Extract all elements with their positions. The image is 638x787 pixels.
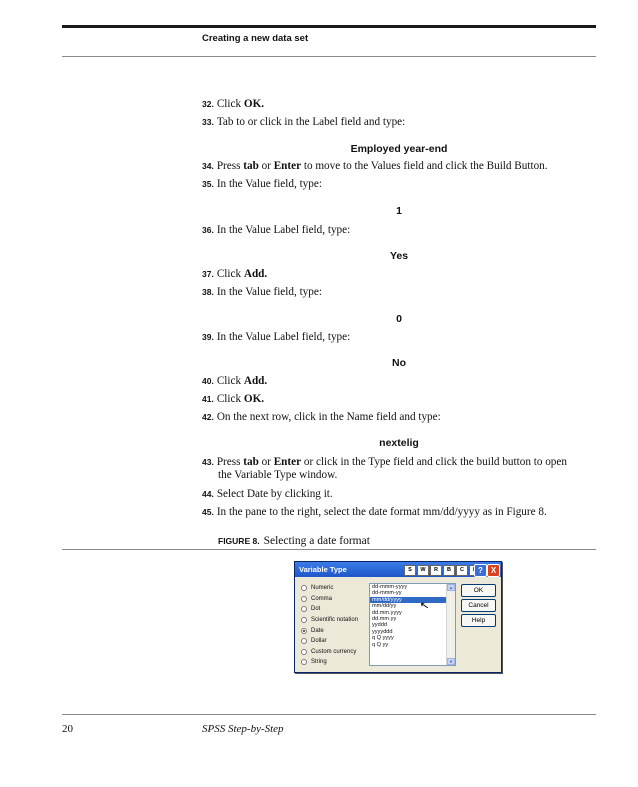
scroll-down-icon[interactable]: ▼: [447, 658, 455, 665]
scroll-up-icon[interactable]: ▲: [447, 584, 455, 591]
step-item: [202, 456, 602, 482]
symbol-button[interactable]: S: [404, 565, 416, 576]
step-text: or: [258, 160, 274, 172]
format-list-item[interactable]: q Q yyyy: [372, 635, 394, 642]
figure-caption: [218, 535, 370, 547]
step-number: 37.: [202, 269, 214, 279]
symbol-button[interactable]: W: [417, 565, 429, 576]
typed-entry: nextelig: [379, 437, 419, 449]
radio-button-icon[interactable]: [301, 585, 307, 591]
help-button[interactable]: Help: [461, 614, 496, 627]
step-bold: Add.: [243, 375, 268, 387]
step-number: 35.: [202, 179, 214, 189]
step-item: [202, 268, 602, 281]
radio-label: Comma: [311, 595, 333, 602]
step-text: On the next row, click in the Name field and type:: [216, 411, 441, 423]
step-text: Press: [216, 160, 244, 172]
step-text: Press: [216, 456, 244, 468]
radio-button-icon[interactable]: [301, 628, 307, 634]
radio-option[interactable]: [301, 604, 358, 615]
format-list-item[interactable]: dd-mmm-yy: [372, 590, 402, 597]
cancel-button[interactable]: Cancel: [461, 599, 496, 612]
step-number: 34.: [202, 161, 214, 171]
radio-button-icon[interactable]: [301, 617, 307, 623]
radio-label: String: [311, 659, 327, 666]
format-list-item[interactable]: mm/dd/yyyy: [370, 597, 446, 603]
step-text: In the Value field, type:: [216, 286, 322, 298]
radio-option[interactable]: [301, 583, 358, 594]
ok-button[interactable]: OK: [461, 584, 496, 597]
step-number: 43.: [202, 457, 214, 467]
footer-divider: [62, 714, 596, 715]
step-bold: Enter: [273, 160, 302, 172]
radio-label: Scientific notation: [311, 617, 359, 624]
dialog-title: Variable Type: [299, 565, 347, 574]
step-text: or: [258, 456, 274, 468]
figure-caption-text: Selecting a date format: [263, 535, 370, 547]
format-list-item[interactable]: dd.mm.yyyy: [372, 609, 402, 616]
step-number: 45.: [202, 507, 214, 517]
step-item: [202, 375, 602, 388]
step-number: 36.: [202, 225, 214, 235]
step-number: 32.: [202, 99, 214, 109]
step-text: Tab to or click in the Label field and type:: [216, 116, 406, 128]
header-divider: [62, 56, 596, 57]
format-list-item[interactable]: q Q yy: [372, 641, 389, 648]
typed-entry: Employed year-end: [350, 143, 448, 155]
step-bold: Enter: [273, 456, 302, 468]
step-text: Click: [216, 98, 244, 110]
format-list-item[interactable]: dd.mm.yy: [372, 616, 397, 623]
close-icon[interactable]: X: [487, 564, 500, 577]
type-radio-group: [301, 583, 358, 668]
format-list-item[interactable]: yyddd: [372, 622, 387, 629]
radio-label: Custom currency: [311, 648, 357, 655]
format-list-item[interactable]: yyyyddd: [372, 628, 393, 635]
header-rule: [62, 25, 596, 28]
format-list-item[interactable]: mm/dd/yy: [372, 603, 397, 610]
date-format-list[interactable]: [369, 583, 456, 666]
figure-divider: [62, 549, 596, 550]
step-text: to move to the Values field and click the Build Button.: [301, 160, 548, 172]
radio-option[interactable]: [301, 636, 358, 647]
radio-option[interactable]: [301, 625, 358, 636]
step-bold: tab: [243, 160, 259, 172]
typed-entry: 1: [396, 205, 402, 217]
format-list-item[interactable]: dd-mmm-yyyy: [372, 584, 408, 590]
step-text: In the Value Label field, type:: [216, 224, 351, 236]
radio-label: Dollar: [311, 638, 327, 645]
typed-entry: 0: [396, 313, 402, 325]
step-text: Click: [216, 393, 244, 405]
symbol-button[interactable]: B: [443, 565, 455, 576]
step-item: [202, 224, 602, 237]
typed-entry: No: [392, 357, 406, 369]
radio-button-icon[interactable]: [301, 638, 307, 644]
step-text: Click: [216, 268, 244, 280]
step-text: In the pane to the right, select the date format mm/dd/yyyy as in Figure 8.: [216, 506, 547, 518]
format-list-scrollbar[interactable]: [446, 584, 455, 665]
step-text-continued: the Variable Type window.: [218, 469, 338, 481]
step-text: or click in the Type field and click the build button to open: [301, 456, 567, 468]
step-text: Select Date by clicking it.: [216, 488, 333, 500]
radio-label: Dot: [311, 606, 321, 613]
figure-label: FIGURE 8.: [218, 536, 260, 546]
step-number: 42.: [202, 412, 214, 422]
section-title: Creating a new data set: [202, 33, 309, 44]
symbol-button[interactable]: R: [430, 565, 442, 576]
symbol-button[interactable]: C: [456, 565, 468, 576]
step-item: [202, 160, 602, 173]
step-number: 39.: [202, 332, 214, 342]
radio-label: Date: [311, 627, 324, 634]
step-number: 41.: [202, 394, 214, 404]
typed-entry: Yes: [389, 250, 409, 262]
book-title: SPSS Step-by-Step: [202, 723, 284, 735]
radio-option[interactable]: [301, 657, 358, 668]
step-item: [202, 178, 602, 191]
step-number: 33.: [202, 117, 214, 127]
step-item: [202, 393, 602, 406]
step-bold: Add.: [243, 268, 268, 280]
radio-option[interactable]: [301, 615, 358, 626]
radio-button-icon[interactable]: [301, 606, 307, 612]
radio-button-icon[interactable]: [301, 649, 307, 655]
step-text: In the Value Label field, type:: [216, 331, 351, 343]
radio-button-icon[interactable]: [301, 659, 307, 665]
step-number: 44.: [202, 489, 214, 499]
step-item: [202, 506, 602, 519]
mouse-cursor-icon: ↖: [419, 599, 431, 613]
step-number: 40.: [202, 376, 214, 386]
step-text: In the Value field, type:: [216, 178, 322, 190]
variable-type-dialog: [294, 561, 502, 673]
dialog-titlebar: [295, 562, 501, 577]
help-icon[interactable]: ?: [474, 564, 487, 577]
step-item: [202, 331, 602, 344]
step-bold: tab: [243, 456, 259, 468]
radio-button-icon[interactable]: [301, 596, 307, 602]
step-item: [202, 286, 602, 299]
radio-option[interactable]: [301, 647, 358, 658]
step-number: 38.: [202, 287, 214, 297]
symbol-button-group: [404, 565, 482, 576]
step-text: Click: [216, 375, 244, 387]
page-number: 20: [62, 723, 73, 735]
radio-option[interactable]: [301, 594, 358, 605]
step-item: [202, 116, 602, 129]
step-item: [202, 98, 602, 111]
radio-label: Numeric: [311, 585, 334, 592]
step-bold: OK.: [243, 393, 265, 405]
step-item: [202, 411, 602, 424]
step-item: [202, 488, 602, 501]
step-bold: OK.: [243, 98, 265, 110]
